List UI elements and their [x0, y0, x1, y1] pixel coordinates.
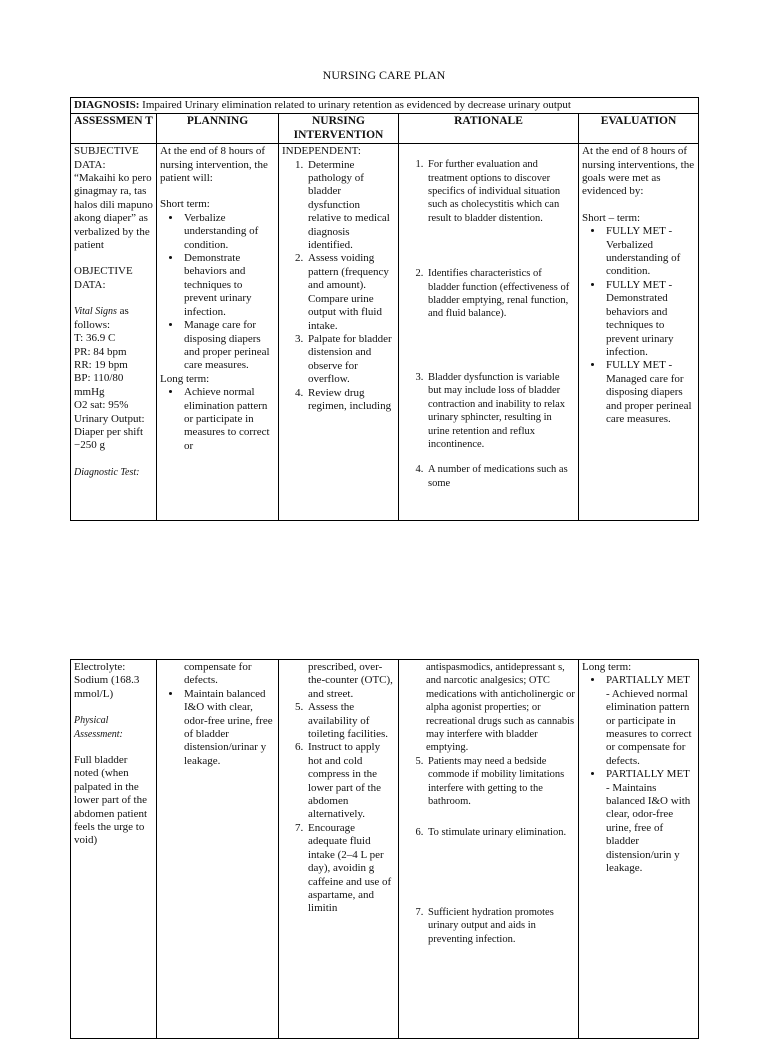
list-item: 1. For further evaluation and treatment options to discover specifics of individual situation such as cholecystitis which can result to bladder distention. [426, 158, 575, 225]
rationale-list-2 [402, 755, 575, 946]
content-row-1 [71, 144, 699, 521]
list-item: 6. To stimulate urinary elimination. [426, 826, 575, 839]
list-item: 7. Sufficient hydration promotes urinary output and aids in preventing infection. [426, 906, 575, 946]
planning-long-term-label: Long term: [160, 372, 210, 385]
planning-cell-2 [157, 660, 279, 1039]
vital-rr: RR: 19 bpm [74, 358, 128, 371]
planning-long-term-list-2 [160, 688, 275, 768]
evaluation-long-term-label: Long term: [582, 661, 632, 673]
intervention-item4-cont: prescribed, over-the-counter (OTC), and street. [308, 661, 393, 700]
diagnosis-text: Impaired Urinary elimination related to urinary retention as evidenced by decrease urinary output [139, 99, 571, 111]
electrolyte: Electrolyte: Sodium (168.3 mmol/L) [74, 661, 140, 700]
list-item: • Verbalize understanding of condition. [182, 212, 275, 252]
intervention-list [282, 159, 395, 414]
planning-intro: At the end of 8 hours of nursing intervention, the patient will: [160, 145, 268, 185]
vital-o2: O2 sat: 95% [74, 399, 129, 412]
list-item: • FULLY MET - Verbalized understanding of condition. [604, 225, 695, 279]
rationale-cell-2 [399, 660, 579, 1039]
list-item: • FULLY MET - Managed care for disposing diapers and proper perineal care measures. [604, 359, 695, 426]
list-item: 1. Determine pathology of bladder dysfunction relative to medical diagnosis identified. [306, 159, 395, 253]
header-rationale: RATIONALE [399, 114, 579, 144]
intervention-cell-2 [279, 660, 399, 1039]
physical-label: Physical Assessment: [74, 715, 123, 740]
planning-cell [157, 144, 279, 521]
list-item: • PARTIALLY MET - Maintains balanced I&O with clear, odor-free urine, free of bladder distension/urin y leakage. [604, 768, 695, 875]
vital-bp: BP: 110/80 mmHg [74, 372, 124, 398]
assessment-cell [71, 144, 157, 521]
evaluation-intro: At the end of 8 hours of nursing interventions, the goals were met as evidenced by: [582, 145, 695, 198]
list-item: 4. A number of medications such as some [426, 463, 575, 490]
evaluation-cell-2 [579, 660, 699, 1039]
planning-long-term-cont: compensate for defects. [184, 661, 252, 687]
evaluation-short-term-list [582, 225, 695, 426]
list-item: 4. Review drug regimen, including [306, 387, 395, 414]
list-item: • PARTIALLY MET - Achieved normal elimination pattern or participate in measures to correct or compensate for defects. [604, 674, 695, 768]
header-intervention: NURSING INTERVENTION [279, 114, 399, 144]
diagnosis-row [71, 98, 699, 114]
header-planning: PLANNING [157, 114, 279, 144]
diagnostic-label: Diagnostic Test: [74, 466, 140, 478]
list-item: • FULLY MET - Demonstrated behaviors and techniques to prevent urinary infection. [604, 279, 695, 359]
vital-signs-suffix: as follows: [74, 305, 129, 331]
intervention-label: INDEPENDENT: [282, 145, 361, 158]
list-item: 5. Assess the availability of toileting facilities. [306, 701, 395, 741]
planning-long-term-list [160, 386, 275, 453]
care-plan-table-page-2 [70, 659, 699, 1039]
rationale-cell [399, 144, 579, 521]
subjective-quote: “Makaihi ko pero ginagmay ra, tas halos dili mapuno akong diaper” as verbalized by the patient [74, 172, 153, 252]
care-plan-table-page-1 [70, 97, 699, 521]
list-item: • Achieve normal elimination pattern or participate in measures to correct or [182, 386, 275, 453]
evaluation-long-term-list [582, 674, 695, 875]
planning-short-term-list [160, 212, 275, 373]
list-item: • Manage care for disposing diapers and proper perineal care measures. [182, 319, 275, 373]
diagnosis-cell [71, 98, 699, 114]
intervention-cell [279, 144, 399, 521]
list-item: 5. Patients may need a bedside commode if mobility limitations interfere with getting to the bathroom. [426, 755, 575, 809]
physical-assessment: Full bladder noted (when palpated in the lower part of the abdomen patient feels the urge to void) [74, 754, 148, 847]
header-evaluation: EVALUATION [579, 114, 699, 144]
list-item: 7. Encourage adequate fluid intake (2–4 L per day), avoidin g caffeine and use of aspartame, and limitin [306, 822, 395, 916]
header-assessment: ASSESSMEN T [71, 114, 157, 144]
objective-label: OBJECTIVE DATA: [74, 265, 133, 291]
list-item: • Maintain balanced I&O with clear, odor-free urine, free of bladder distension/urinar y leakage. [182, 688, 275, 768]
page-title: NURSING CARE PLAN [322, 68, 446, 82]
planning-short-term-label: Short term: [160, 198, 210, 211]
header-row [71, 114, 699, 144]
evaluation-cell [579, 144, 699, 521]
vital-signs-label: Vital Signs [74, 306, 117, 318]
vital-temp: T: 36.9 C [74, 332, 116, 345]
list-item: 2. Assess voiding pattern (frequency and amount). Compare urine output with fluid intake. [306, 252, 395, 332]
list-item: 3. Palpate for bladder distension and observe for overflow. [306, 333, 395, 387]
rationale-list [402, 158, 575, 490]
vital-signs-heading [74, 305, 153, 332]
list-item: 2. Identifies characteristics of bladder function (effectiveness of bladder emptying, renal function, and fluid balance). [426, 267, 575, 321]
rationale-r4-cont: antispasmodics, antidepressant s, and narcotic analgesics; OTC medications with anticholinergic or alpha agonist properties; or recreational drugs such as cannabis may interfere with bladder emptying. [426, 662, 575, 754]
diagnosis-label: DIAGNOSIS: [74, 99, 140, 111]
assessment-cell-2 [71, 660, 157, 1039]
list-item: 6. Instruct to apply hot and cold compress in the lower part of the abdomen alternatively. [306, 741, 395, 821]
subjective-label: SUBJECTIVE DATA: [74, 145, 139, 171]
intervention-list-2 [282, 701, 395, 916]
list-item: 3. Bladder dysfunction is variable but may include loss of bladder contraction and inability to relax urinary sphincter, resulting in urine retention and reflux incontinence. [426, 371, 575, 451]
list-item: • Demonstrate behaviors and techniques to prevent urinary infection. [182, 252, 275, 319]
content-row-2 [71, 660, 699, 1039]
evaluation-short-term-label: Short – term: [582, 211, 641, 224]
urinary-output: Urinary Output: Diaper per shift −250 g [74, 412, 145, 452]
vital-pr: PR: 84 bpm [74, 345, 127, 358]
